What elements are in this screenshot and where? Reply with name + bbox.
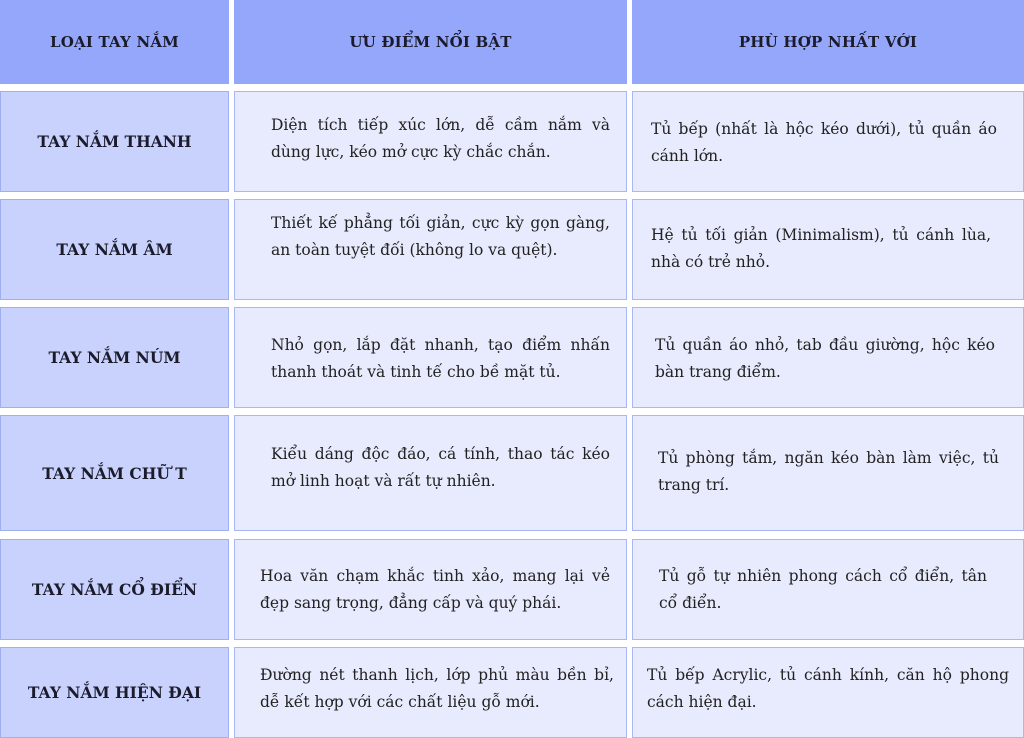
row-4-advantage-text: Kiểu dáng độc đáo, cá tính, thao tác kéo mở linh hoạt và rất tự nhiên.	[271, 445, 610, 490]
row-3-best-for	[632, 307, 1024, 408]
row-6-type: TAY NẮM HIỆN ĐẠI	[0, 647, 229, 738]
row-1-best-for	[632, 91, 1024, 192]
row-3-type: TAY NẮM NÚM	[0, 307, 229, 408]
row-6-best-for-text: Tủ bếp Acrylic, tủ cánh kính, căn hộ phong cách hiện đại.	[647, 666, 1009, 711]
row-2-type: TAY NẮM ÂM	[0, 199, 229, 300]
row-6-advantage-text: Đường nét thanh lịch, lớp phủ màu bền bỉ, dễ kết hợp với các chất liệu gỗ mới.	[260, 666, 614, 711]
row-2-advantage	[234, 199, 627, 300]
row-4-advantage	[234, 415, 627, 531]
row-1-type: TAY NẮM THANH	[0, 91, 229, 192]
row-5-advantage-text: Hoa văn chạm khắc tinh xảo, mang lại vẻ đẹp sang trọng, đẳng cấp và quý phái.	[260, 567, 610, 612]
header-loai-tay-nam: LOẠI TAY NẮM	[0, 0, 229, 84]
row-6-best-for	[632, 647, 1024, 738]
row-4-best-for	[632, 415, 1024, 531]
row-5-best-for	[632, 539, 1024, 640]
row-2-best-for	[632, 199, 1024, 300]
row-3-best-for-text: Tủ quần áo nhỏ, tab đầu giường, hộc kéo bàn trang điểm.	[655, 336, 995, 381]
row-4-type: TAY NẮM CHỮ T	[0, 415, 229, 531]
row-5-type: TAY NẮM CỔ ĐIỂN	[0, 539, 229, 640]
row-4-best-for-text: Tủ phòng tắm, ngăn kéo bàn làm việc, tủ trang trí.	[658, 449, 999, 494]
row-1-advantage-text: Diện tích tiếp xúc lớn, dễ cầm nắm và dùng lực, kéo mở cực kỳ chắc chắn.	[271, 116, 610, 161]
row-3-advantage	[234, 307, 627, 408]
row-1-best-for-text: Tủ bếp (nhất là hộc kéo dưới), tủ quần áo cánh lớn.	[651, 120, 997, 165]
header-phu-hop: PHÙ HỢP NHẤT VỚI	[632, 0, 1024, 84]
row-3-advantage-text: Nhỏ gọn, lắp đặt nhanh, tạo điểm nhấn thanh thoát và tinh tế cho bề mặt tủ.	[271, 336, 610, 381]
row-1-advantage	[234, 91, 627, 192]
header-uu-diem: ƯU ĐIỂM NỔI BẬT	[234, 0, 627, 84]
row-5-best-for-text: Tủ gỗ tự nhiên phong cách cổ điển, tân cổ điển.	[659, 567, 987, 612]
row-6-advantage	[234, 647, 627, 738]
row-2-best-for-text: Hệ tủ tối giản (Minimalism), tủ cánh lùa, nhà có trẻ nhỏ.	[651, 226, 991, 271]
row-5-advantage	[234, 539, 627, 640]
row-2-advantage-text: Thiết kế phẳng tối giản, cực kỳ gọn gàng, an toàn tuyệt đối (không lo va quệt).	[271, 214, 610, 259]
